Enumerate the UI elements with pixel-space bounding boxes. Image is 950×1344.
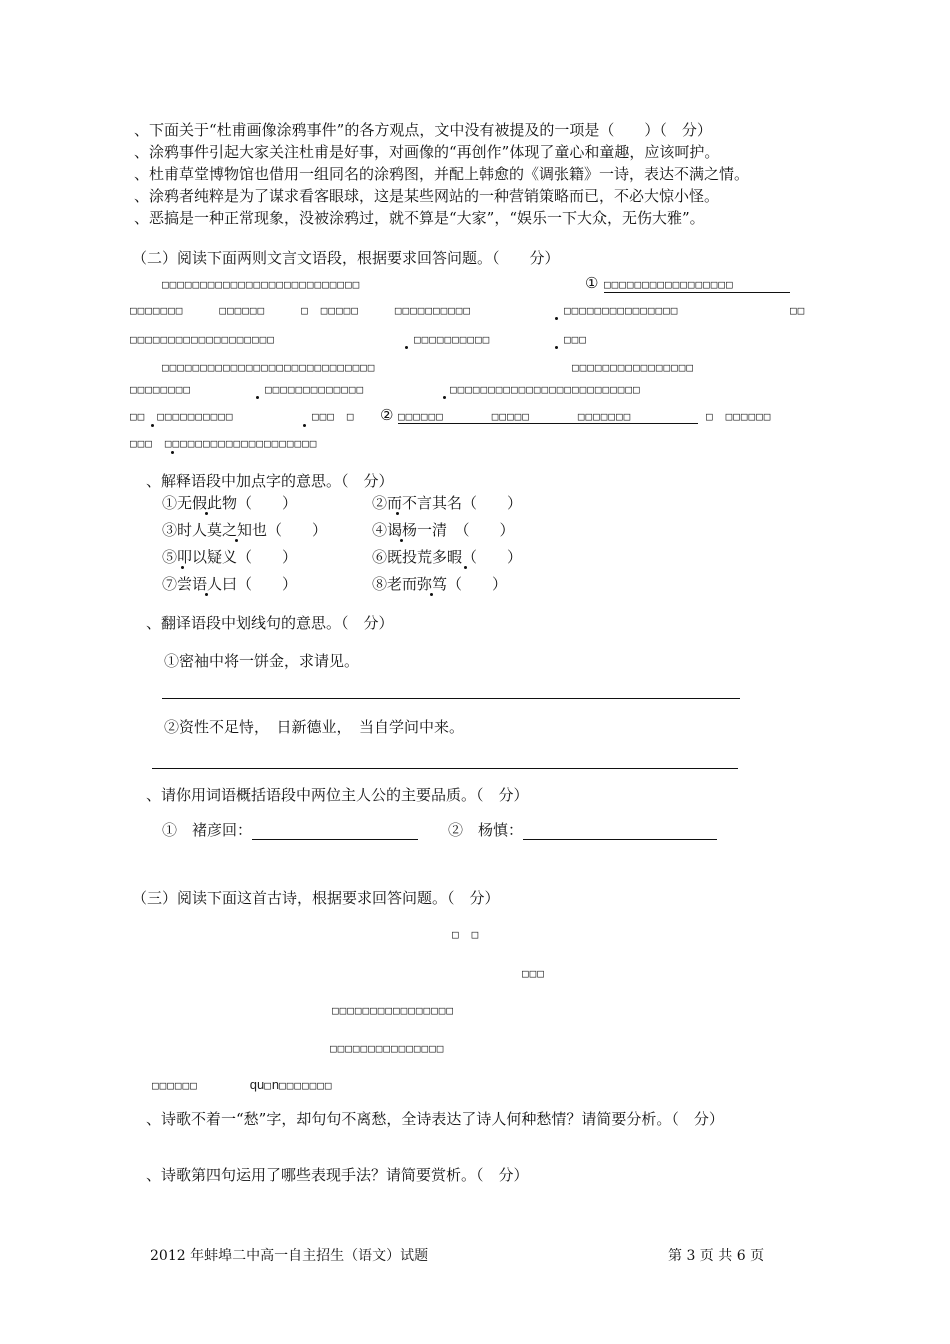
word-item-4: ④谒杨一清 （ ） (372, 521, 515, 539)
underlined-sentence-1: □□□□□□□□□□□□□□□□□ (604, 278, 734, 291)
underlined-sentence-2: □□□□□□ □□□□□ □□□□□□□ (398, 410, 632, 423)
poem-note: □□□□□□ qu□n□□□□□□□ (152, 1077, 333, 1092)
passage-line-5c: □□□□□□□□□□□□□□□□□□□□□□□□□ (450, 383, 641, 396)
quality-person-1 (162, 820, 418, 840)
poem-line-1: □□□□□□□□□□□□□□□□ (332, 1004, 454, 1017)
poem-question-1: 、诗歌不着一“愁”字，却句句不离愁，全诗表达了诗人何种愁情？请简要分析。（ 分） (146, 1110, 724, 1128)
passage-line-6b: □□□ □ (312, 410, 355, 423)
section-2-heading: （二）阅读下面两则文言文语段，根据要求回答问题。（ 分） (132, 249, 560, 267)
question-word-meaning: 、解释语段中加点字的意思。（ 分） (146, 472, 394, 490)
mc-question: 、下面关于“杜甫画像涂鸦事件”的各方观点，文中没有被提及的一项是（ ）（ 分） (134, 121, 712, 139)
answer-line-2[interactable] (152, 768, 738, 769)
question-qualities: 、请你用词语概括语段中两位主人公的主要品质。（ 分） (146, 786, 529, 804)
poem-note-pinyin: qu (249, 1077, 265, 1092)
passage-line-6a: □□ □□□□□□□□□□ (130, 410, 234, 423)
word-item-6: ⑥既投荒多暇（ ） (372, 548, 523, 566)
poem-title: □ □ (452, 928, 480, 941)
person-1-answer-blank[interactable] (252, 823, 418, 840)
footer-page-number: 第 3 页 共 6 页 (668, 1248, 765, 1264)
passage-line-4b: □□□□□□□□□□□□□□□□ (572, 361, 694, 374)
circle-1-marker: ① (585, 274, 599, 292)
poem-author: □□□ (522, 967, 545, 980)
person-2-answer-blank[interactable] (523, 823, 717, 840)
poem-line-2: □□□□□□□□□□□□□□□ (330, 1042, 445, 1055)
mc-option-d: 、恶搞是一种正常现象，没被涂鸦过，就不算是“大家”，“娱乐一下大众，无伤大雅”。 (134, 209, 705, 227)
word-item-1: ①无假此物（ ） (162, 494, 298, 512)
passage-line-2b: □□□□□□□□□□□□□□□ (564, 304, 679, 317)
question-translate: 、翻译语段中划线句的意思。（ 分） (146, 614, 394, 632)
person-2-label: ② 杨慎： (448, 821, 524, 839)
mc-option-c: 、涂鸦者纯粹是为了谋求看客眼球，这是某些网站的一种营销策略而已，不必大惊小怪。 (134, 187, 720, 205)
word-item-2: ②而不言其名（ ） (372, 494, 523, 512)
word-item-5: ⑤叩以疑义（ ） (162, 548, 298, 566)
mc-option-a: 、涂鸦事件引起大家关注杜甫是好事，对画像的“再创作”体现了童心和童趣，应该呵护。 (134, 143, 720, 161)
poem-note-pinyin-n: n (271, 1077, 280, 1092)
passage-line-5b: □□□□□□□□□□□□□ (265, 383, 365, 396)
passage-line-3b: □□□□□□□□□□ (414, 333, 491, 346)
poem-question-2: 、诗歌第四句运用了哪些表现手法？请简要赏析。（ 分） (146, 1166, 529, 1184)
footer-exam-title: 2012 年蚌埠二中高一自主招生（语文）试题 (150, 1248, 429, 1264)
circle-2-marker: ② (380, 406, 394, 424)
word-item-7: ⑦尝语人曰（ ） (162, 575, 298, 593)
passage-line-3a: □□□□□□□□□□□□□□□□□□□ (130, 333, 275, 346)
translate-sentence-1: ①密袖中将一饼金，求请见。 (164, 652, 360, 670)
poem-note-a: □□□□□□ (152, 1079, 198, 1092)
passage-line-2a: □□□□□□□ □□□□□□ □ □□□□□ □□□□□□□□□□ (130, 304, 472, 317)
underline-2 (398, 423, 698, 424)
passage-line-3c: □□□ (564, 333, 587, 346)
passage-line-6c: □ □□□□□□ (706, 410, 772, 423)
word-item-3: ③时人莫之知也（ ） (162, 521, 328, 539)
translate-sentence-2: ②资性不足恃， 日新德业， 当自学问中来。 (164, 718, 465, 736)
passage-line-4a: □□□□□□□□□□□□□□□□□□□□□□□□□□□□ (162, 361, 376, 374)
passage-line-1: □□□□□□□□□□□□□□□□□□□□□□□□□□ (162, 278, 361, 291)
passage-line-2c: □□ (790, 304, 806, 317)
section-3-heading: （三）阅读下面这首古诗，根据要求回答问题。（ 分） (132, 889, 500, 907)
answer-line-1[interactable] (162, 698, 740, 699)
person-1-label: ① 褚彦回： (162, 821, 253, 839)
quality-person-2 (448, 820, 717, 840)
word-item-8: ⑧老而弥笃（ ） (372, 575, 508, 593)
underline-1 (604, 292, 790, 293)
passage-line-7: □□□ □□□□□□□□□□□□□□□□□□□□ (130, 437, 318, 450)
passage-line-5a: □□□□□□□□ (130, 383, 191, 396)
mc-option-b: 、杜甫草堂博物馆也借用一组同名的涂鸦图，并配上韩愈的《调张籍》一诗，表达不满之情。 (134, 165, 750, 183)
